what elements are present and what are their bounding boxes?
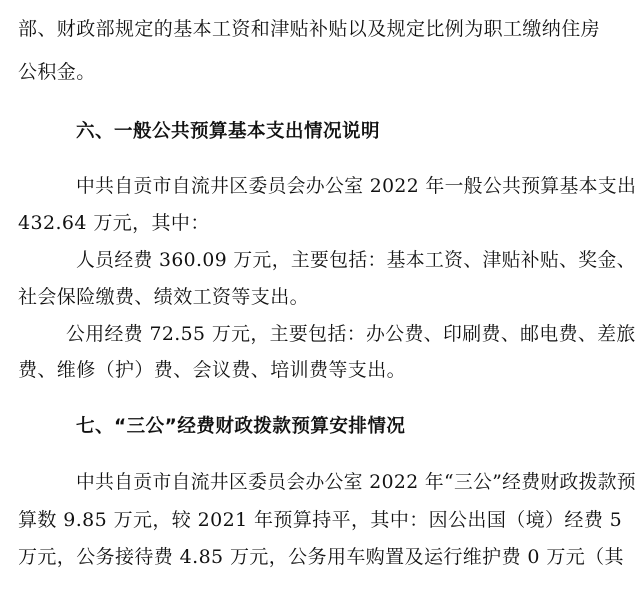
body-text-line: 432.64 万元，其中： [18, 212, 210, 234]
section-heading-7: 七、“三公”经费财政拨款预算安排情况 [76, 416, 406, 437]
body-text-line: 公用经费 72.55 万元，主要包括：办公费、印刷费、邮电费、差旅 [66, 323, 636, 345]
body-text-line: 万元，公务接待费 4.85 万元，公务用车购置及运行维护费 0 万元（其 [18, 546, 624, 568]
body-text-line: 公积金。 [18, 61, 96, 83]
body-text-line: 部、财政部规定的基本工资和津贴补贴以及规定比例为职工缴纳住房 [18, 18, 601, 40]
body-text-line: 中共自贡市自流井区委员会办公室 2022 年“三公”经费财政拨款预 [76, 471, 637, 493]
body-text-line: 算数 9.85 万元，较 2021 年预算持平，其中：因公出国（境）经费 5 [18, 509, 623, 531]
body-text-line: 中共自贡市自流井区委员会办公室 2022 年一般公共预算基本支出 [76, 175, 637, 197]
body-text-line: 费、维修（护）费、会议费、培训费等支出。 [18, 359, 407, 381]
body-text-line: 社会保险缴费、绩效工资等支出。 [18, 286, 310, 308]
body-text-line: 人员经费 360.09 万元，主要包括：基本工资、津贴补贴、奖金、 [76, 249, 636, 271]
section-heading-6: 六、一般公共预算基本支出情况说明 [76, 121, 381, 142]
